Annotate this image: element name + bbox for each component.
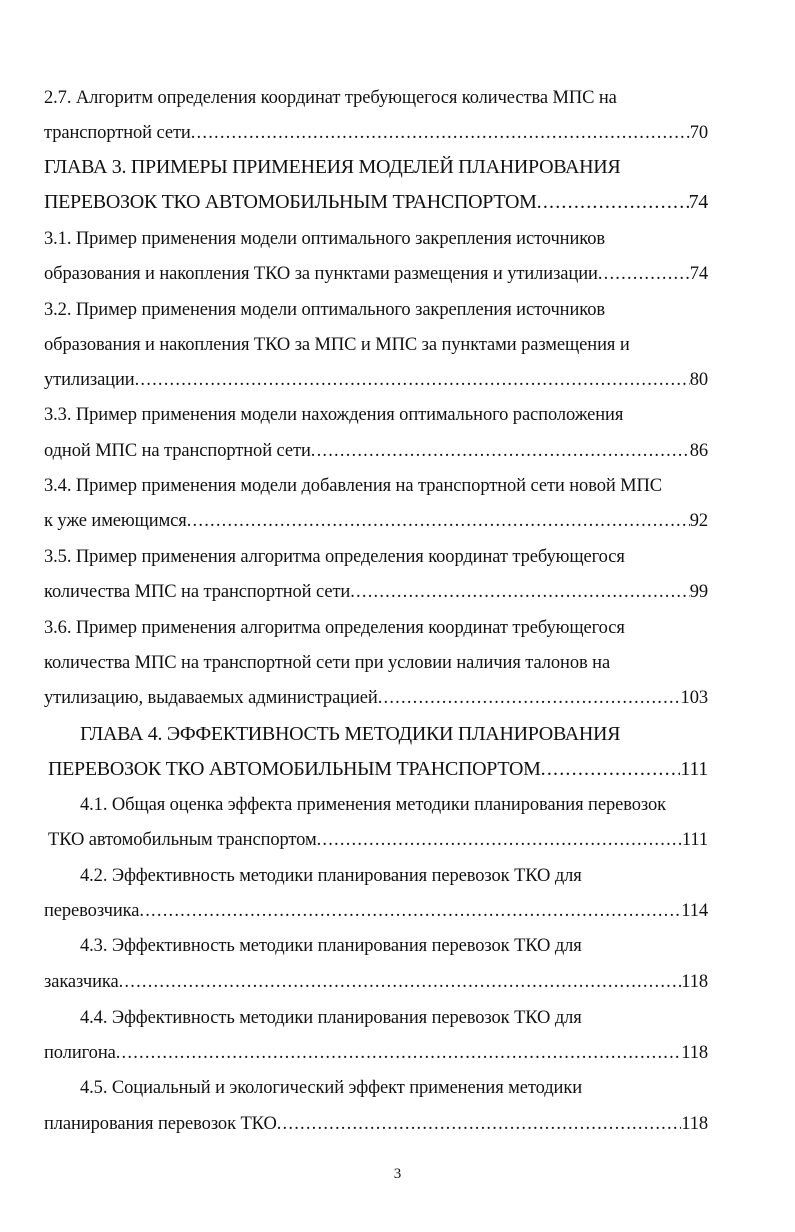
- dot-leader: [139, 899, 681, 923]
- toc-entry-text: одной МПС на транспортной сети: [44, 441, 311, 461]
- toc-entry-text: транспортной сети: [44, 123, 191, 143]
- toc-entry-text: планирования перевозок ТКО: [44, 1114, 277, 1134]
- toc-entry-4-4-line-1: 4.4. Эффективность методики планирования перевозок ТКО для: [80, 1008, 582, 1028]
- toc-entry-3-5-line-1: 3.5. Пример применения алгоритма определения координат требующегося: [44, 547, 625, 567]
- toc-entry-text: перевозчика: [44, 901, 140, 921]
- toc-page-number: 74: [688, 191, 708, 213]
- dot-leader: [116, 1041, 682, 1065]
- toc-entry-3-4-line-2: [44, 509, 708, 533]
- toc-page-number: 111: [681, 830, 708, 850]
- toc-entry-3-1-line-2: [44, 262, 708, 286]
- page-number: 3: [393, 1166, 402, 1182]
- toc-page-number: 103: [680, 688, 708, 708]
- toc-entry-text: ТКО автомобильным транспортом: [48, 830, 317, 850]
- dot-leader: [191, 121, 690, 145]
- toc-entry-4-5-line-1: 4.5. Социальный и экологический эффект применения методики: [80, 1078, 583, 1098]
- toc-page-number: 99: [689, 582, 708, 602]
- dot-leader: [598, 262, 690, 286]
- toc-entry-text: количества МПС на транспортной сети: [44, 582, 351, 602]
- toc-entry-4-3-line-1: 4.3. Эффективность методики планирования перевозок ТКО для: [80, 936, 582, 956]
- toc-entry-text: к уже имеющимся: [44, 511, 187, 531]
- toc-page-number: 80: [689, 370, 708, 390]
- toc-entry-3-3-line-2: [44, 439, 708, 463]
- toc-entry-2-7-line-1: 2.7. Алгоритм определения координат требующегося количества МПС на: [44, 88, 617, 108]
- dot-leader: [541, 757, 681, 781]
- toc-entry-3-6-line-3: [44, 686, 708, 710]
- toc-entry-text: утилизации: [44, 370, 135, 390]
- toc-page-number: 118: [681, 1043, 708, 1063]
- toc-entry-text: ПЕРЕВОЗОК ТКО АВТОМОБИЛЬНЫМ ТРАНСПОРТОМ: [44, 191, 537, 213]
- toc-entry-3-3-line-1: 3.3. Пример применения модели нахождения оптимального расположения: [44, 405, 624, 425]
- toc-entry-text: образования и накопления ТКО за пунктами размещения и утилизации: [44, 264, 598, 284]
- toc-page-number: 70: [689, 123, 708, 143]
- toc-entry-4-4-line-2: [44, 1041, 708, 1065]
- toc-entry-3-2-line-1: 3.2. Пример применения модели оптимального закрепления источников: [44, 300, 606, 320]
- toc-page-number: 114: [681, 901, 708, 921]
- chapter-4-heading-line-1: ГЛАВА 4. ЭФФЕКТИВНОСТЬ МЕТОДИКИ ПЛАНИРОВАНИЯ: [80, 723, 621, 745]
- chapter-3-heading-line-2: [44, 190, 708, 214]
- chapter-4-heading-line-2: [48, 757, 708, 781]
- toc-entry-3-1-line-1: 3.1. Пример применения модели оптимального закрепления источников: [44, 229, 606, 249]
- toc-entry-4-5-line-2: [44, 1112, 708, 1136]
- toc-page-number: 92: [689, 511, 708, 531]
- toc-entry-3-4-line-1: 3.4. Пример применения модели добавления на транспортной сети новой МПС: [44, 476, 663, 496]
- toc-entry-text: заказчика: [44, 972, 119, 992]
- toc-entry-4-2-line-2: [44, 899, 708, 923]
- toc-entry-3-6-line-2: количества МПС на транспортной сети при условии наличия талонов на: [44, 653, 611, 673]
- dot-leader: [187, 509, 690, 533]
- toc-page-number: 111: [680, 758, 708, 780]
- dot-leader: [135, 368, 690, 392]
- toc-entry-4-3-line-2: [44, 970, 708, 994]
- dot-leader: [277, 1112, 682, 1136]
- toc-entry-3-5-line-2: [44, 580, 708, 604]
- dot-leader: [317, 828, 682, 852]
- toc-entry-4-2-line-1: 4.2. Эффективность методики планирования перевозок ТКО для: [80, 866, 582, 886]
- toc-entry-text: полигона: [44, 1043, 116, 1063]
- toc-page-number: 118: [681, 972, 708, 992]
- chapter-3-heading-line-1: ГЛАВА 3. ПРИМЕРЫ ПРИМЕНЕИЯ МОДЕЛЕЙ ПЛАНИРОВАНИЯ: [44, 156, 621, 178]
- dot-leader: [311, 439, 690, 463]
- toc-page-number: 86: [689, 441, 708, 461]
- toc-entry-3-2-line-3: [44, 368, 708, 392]
- dot-leader: [350, 580, 689, 604]
- toc-entry-text: утилизацию, выдаваемых администрацией: [44, 688, 378, 708]
- toc-entry-3-6-line-1: 3.6. Пример применения алгоритма определения координат требующегося: [44, 618, 625, 638]
- dot-leader: [537, 190, 689, 214]
- toc-entry-text: ПЕРЕВОЗОК ТКО АВТОМОБИЛЬНЫМ ТРАНСПОРТОМ: [48, 758, 541, 780]
- toc-entry-3-2-line-2: образования и накопления ТКО за МПС и МПС за пунктами размещения и: [44, 335, 630, 355]
- dot-leader: [119, 970, 682, 994]
- toc-page-number: 118: [681, 1114, 708, 1134]
- dot-leader: [378, 686, 681, 710]
- toc-entry-4-1-line-1: 4.1. Общая оценка эффекта применения методики планирования перевозок: [80, 795, 667, 815]
- toc-page-number: 74: [689, 264, 708, 284]
- toc-entry-2-7-line-2: [44, 121, 708, 145]
- toc-entry-4-1-line-2: [48, 828, 708, 852]
